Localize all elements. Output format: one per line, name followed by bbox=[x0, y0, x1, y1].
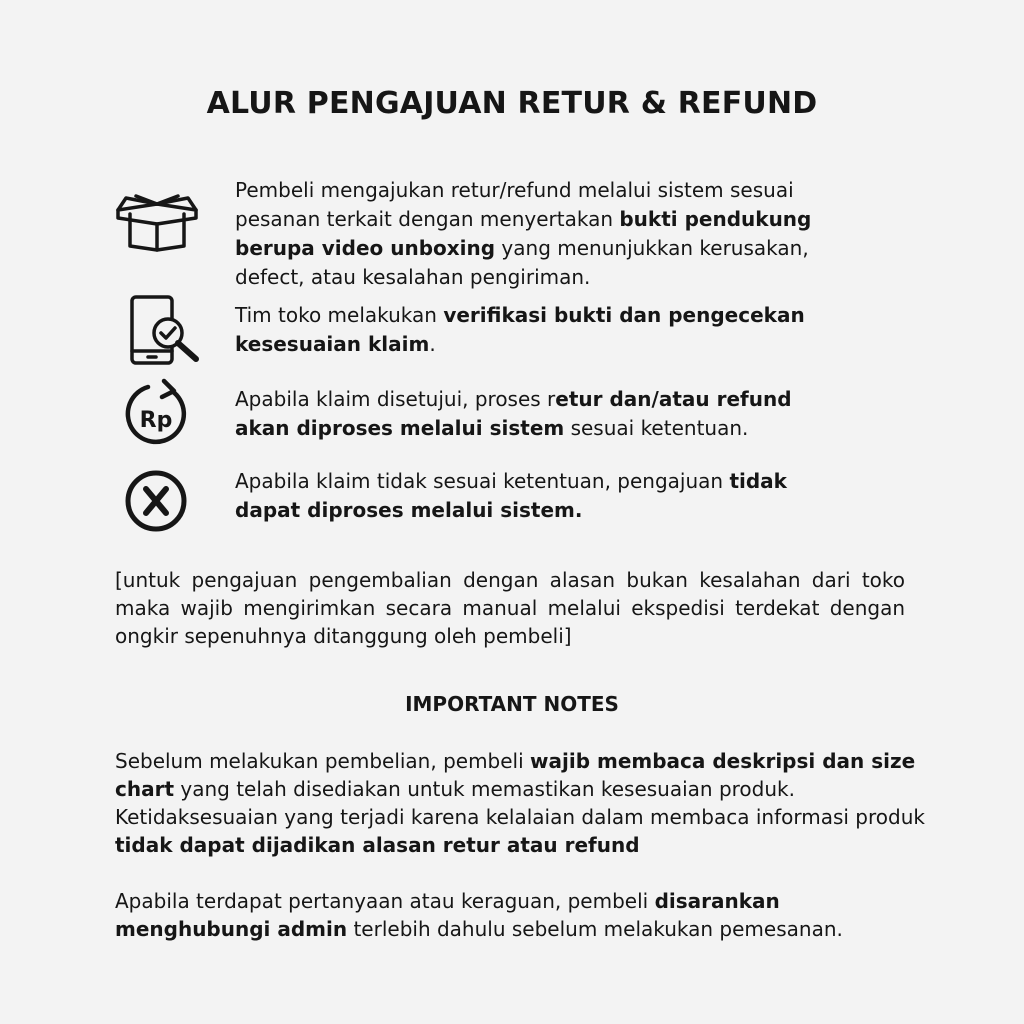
important-note-paragraph: Sebelum melakukan pembelian, pembeli wajib membaca deskripsi dan size chart yang telah disediakan untuk memastikan kesesuaian produk. Ketidaksesuaian yang terjadi karena kelalaian dalam membaca informasi produk tidak dapat dijadikan alasan retur atau refund bbox=[115, 749, 925, 857]
important-notes-heading: IMPORTANT NOTES bbox=[405, 692, 619, 716]
x-circle-icon bbox=[112, 463, 202, 543]
manual-return-note: [untuk pengajuan pengembalian dengan alasan bukan kesalahan dari toko maka wajib mengirimkan secara manual melalui ekspedisi terdekat dengan ongkir sepenuhnya ditanggung oleh pembeli] bbox=[115, 568, 905, 648]
step-description: Apabila klaim tidak sesuai ketentuan, pengajuan tidak dapat diproses melalui sistem. bbox=[235, 469, 787, 522]
page-title: ALUR PENGAJUAN RETUR & REFUND bbox=[206, 86, 818, 121]
open-box-icon bbox=[112, 184, 202, 264]
phone-magnifier-check-icon bbox=[112, 293, 202, 373]
contact-admin-paragraph: Apabila terdapat pertanyaan atau keraguan, pembeli disarankan menghubungi admin terlebih dahulu sebelum melakukan pemesanan. bbox=[115, 889, 843, 941]
svg-text:Rp: Rp bbox=[139, 408, 173, 433]
step-description: Pembeli mengajukan retur/refund melalui sistem sesuai pesanan terkait dengan menyertakan bukti pendukung berupa video unboxing yang menunjukkan kerusakan, defect, atau kesalahan pengiriman. bbox=[235, 178, 812, 289]
step-description: Apabila klaim disetujui, proses retur dan/atau refund akan diproses melalui sistem sesuai ketentuan. bbox=[235, 387, 792, 440]
step-description: Tim toko melakukan verifikasi bukti dan pengecekan kesesuaian klaim. bbox=[235, 303, 805, 356]
rupiah-refund-icon bbox=[112, 377, 202, 457]
